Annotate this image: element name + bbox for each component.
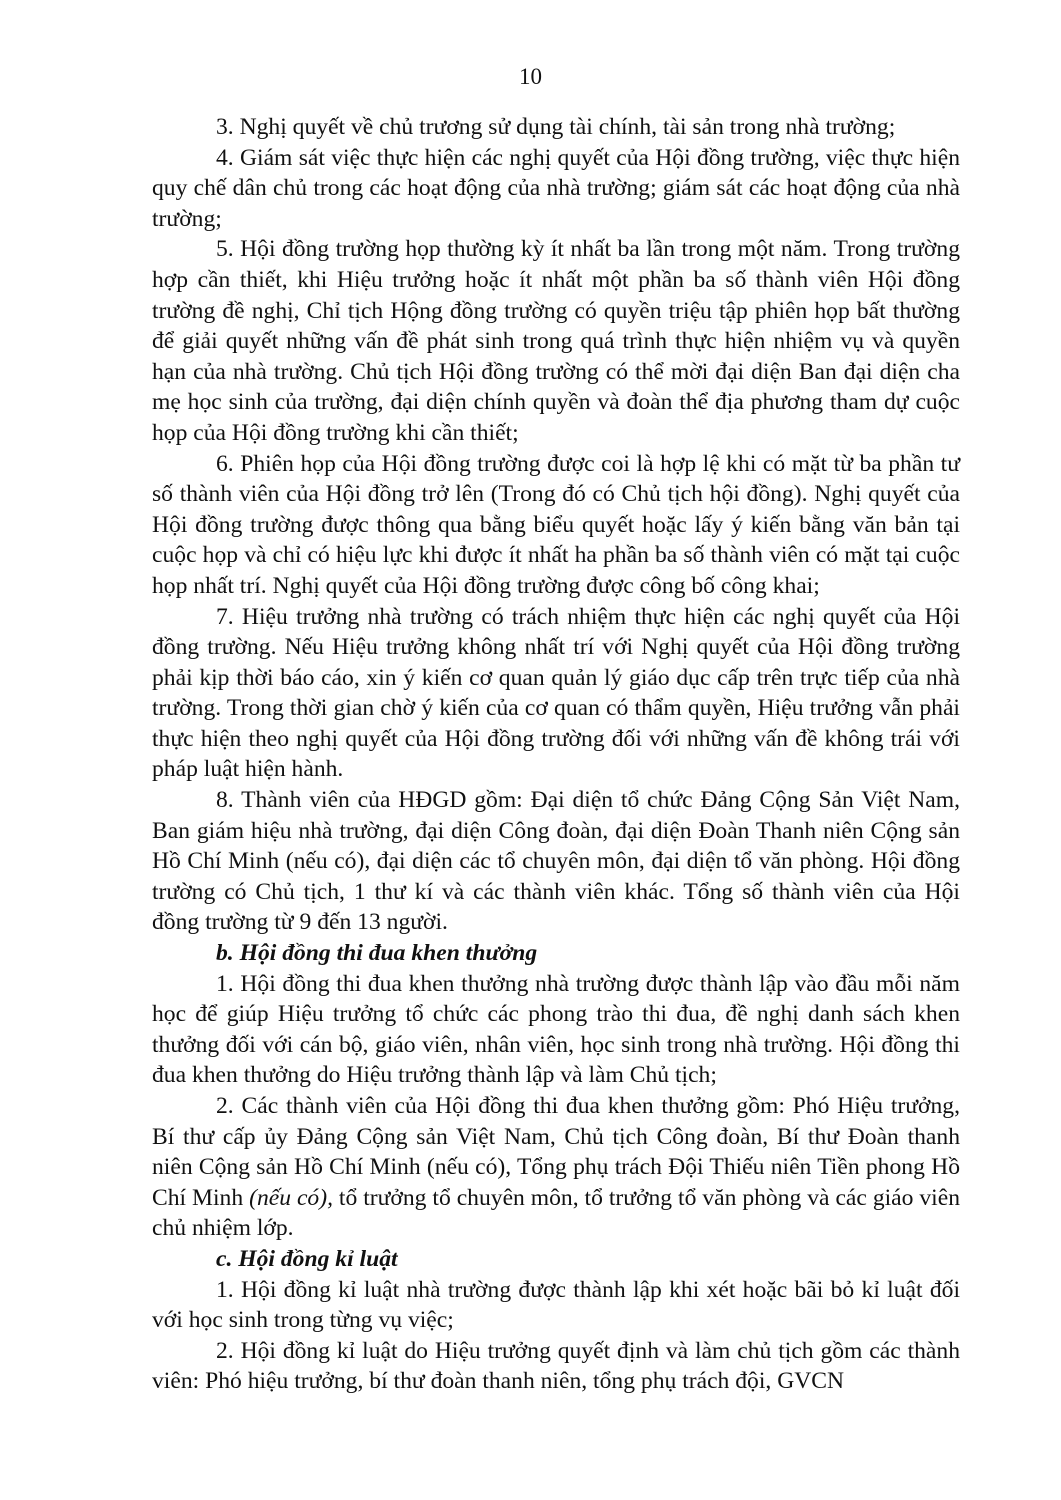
paragraph-5: 5. Hội đồng trường họp thường kỳ ít nhất ba lần trong một năm. Trong trường hợp cần thiết, khi Hiệu trưởng hoặc ít nhất một phần ba số thành viên Hội đồng trường đề nghị, Chỉ tịch Hộng đồng trường có quyền triệu tập phiên họp bất thường để giải quyết những vấn đề phát sinh trong quá trình thực hiện nhiệm vụ và quyền hạn của nhà trường. Chủ tịch Hội đồng trường có thể mời đại diện Ban đại diện cha mẹ học sinh của trường, đại diện chính quyền và đoàn thể địa phương tham dự cuộc họp của Hội đồng trường khi cần thiết; bbox=[152, 236, 960, 446]
section-b-paragraph-2 bbox=[152, 1091, 960, 1244]
section-c-heading: c. Hội đồng kỉ luật bbox=[216, 1245, 398, 1272]
section-b-paragraph-2-rest: tổ trưởng tổ chuyên môn, tổ trưởng tổ văn phòng và các giáo viên chủ nhiệm lớp. bbox=[152, 1184, 960, 1242]
section-b-paragraph-1: 1. Hội đồng thi đua khen thưởng nhà trường được thành lập vào đầu mỗi năm học để giúp Hiệu trưởng tổ chức các phong trào thi đua, đề nghị danh sách khen thưởng đối với cán bộ, giáo viên, nhân viên, học sinh trong nhà trường. Hội đồng thi đua khen thưởng do Hiệu trưởng thành lập và làm Chủ tịch; bbox=[152, 970, 960, 1089]
paragraph-6: 6. Phiên họp của Hội đồng trường được coi là hợp lệ khi có mặt từ ba phần tư số thành viên của Hội đồng trở lên (Trong đó có Chủ tịch hội đồng). Nghị quyết của Hội đồng trường được thông qua bằng biểu quyết hoặc lấy ý kiến bằng văn bản tại cuộc họp và chỉ có hiệu lực khi được ít nhất ha phần ba số thành viên có mặt tại cuộc họp nhất trí. Nghị quyết của Hội đồng trường được công bố công khai; bbox=[152, 450, 960, 599]
section-c-paragraph-1: 1. Hội đồng kỉ luật nhà trường được thành lập khi xét hoặc bãi bỏ kỉ luật đối với học sinh trong từng vụ việc; bbox=[152, 1276, 960, 1334]
section-c-paragraph-2: 2. Hội đồng kỉ luật do Hiệu trưởng quyết định và làm chủ tịch gồm các thành viên: Phó hiệu trưởng, bí thư đoàn thanh niên, tổng phụ trách đội, GVCN bbox=[152, 1337, 960, 1395]
section-b-paragraph-2-italic: (nếu có), bbox=[249, 1184, 333, 1211]
document-body bbox=[152, 112, 960, 1397]
page-number: 10 bbox=[519, 64, 542, 89]
paragraph-3: 3. Nghị quyết về chủ trương sử dụng tài chính, tài sản trong nhà trường; bbox=[216, 114, 896, 140]
section-b-paragraph-2-text: 2. Các thành viên của Hội đồng thi đua khen thưởng gồm: Phó Hiệu trưởng, Bí thư cấp ủy Đảng Cộng sản Việt Nam, Chủ tịch Công đoàn, Bí thư Đoàn thanh niên Cộng sản Hồ Chí Minh (nếu có), Tổng phụ trách Đội Thiếu niên Tiền phong Hồ Chí Minh bbox=[152, 1093, 960, 1211]
section-b-heading: b. Hội đồng thi đua khen thưởng bbox=[216, 940, 538, 967]
paragraph-4: 4. Giám sát việc thực hiện các nghị quyết của Hội đồng trường, việc thực hiện quy chế dân chủ trong các hoạt động của nhà trường; giám sát các hoạt động của nhà trường; bbox=[152, 144, 960, 232]
paragraph-8: 8. Thành viên của HĐGD gồm: Đại diện tổ chức Đảng Cộng Sản Việt Nam, Ban giám hiệu nhà trường, đại diện Công đoàn, đại diện Đoàn Thanh niên Cộng sản Hồ Chí Minh (nếu có), đại diện các tổ chuyên môn, đại diện tổ văn phòng. Hội đồng trường có Chủ tịch, 1 thư kí và các thành viên khác. Tổng số thành viên của Hội đồng trường từ 9 đến 13 người. bbox=[152, 787, 960, 936]
paragraph-7: 7. Hiệu trưởng nhà trường có trách nhiệm thực hiện các nghị quyết của Hội đồng trường. Nếu Hiệu trưởng không nhất trí với Nghị quyết của Hội đồng trường phải kịp thời báo cáo, xin ý kiến cơ quan quản lý giáo dục cấp trên trực tiếp của nhà trường. Trong thời gian chờ ý kiến của cơ quan có thẩm quyền, Hiệu trưởng vẫn phải thực hiện theo nghị quyết của Hội đồng trường đối với những vấn đề không trái với pháp luật hiện hành. bbox=[152, 603, 960, 783]
